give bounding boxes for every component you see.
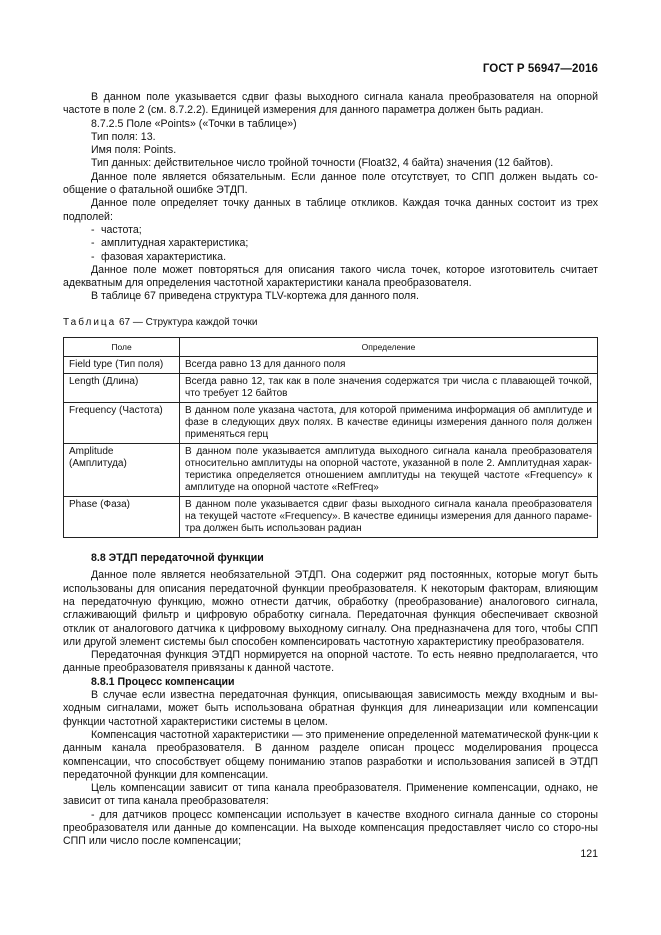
paragraph: Передаточная функция ЭТДП нормируется на опорной частоте. То есть неявно предполагается, что данные преобразователя привязаны к данной частоте. <box>63 649 598 675</box>
list-item: - для датчиков процесс компенсации использует в качестве входного сигнала данные со стороны преобразователя или данные до компенсации. На выходе компенсация предоставляет число со сторо-ны СПП или число после компенсации; <box>63 808 598 848</box>
list-item: - амплитудная характеристика; <box>91 237 249 250</box>
definition-cell: Всегда равно 12, так как в поле значения содержатся три числа с плавающей точкой, что требует 12 байтов <box>180 374 598 403</box>
table-header-row <box>64 338 598 357</box>
page-number: 121 <box>580 848 598 860</box>
paragraph: В таблице 67 приведена структура TLV-кортежа для данного поля. <box>91 290 419 303</box>
table-caption-prefix: Таблица <box>63 316 117 328</box>
subsection-heading: 8.8.1 Процесс компенсации <box>91 675 235 688</box>
table-row <box>64 403 598 444</box>
table-caption-text: 67 — Структура каждой точки <box>119 316 258 328</box>
definition-cell: В данном поле указывается сдвиг фазы выходного сигнала канала преобразователя на текущей частоте «Frequency». В качестве единицы измерения для данного параме-тра должен быть использован радиан <box>180 497 598 538</box>
paragraph: Тип данных: действительное число тройной точности (Float32, 4 байта) значения (12 байтов). <box>91 157 554 170</box>
field-cell: Frequency (Частота) <box>64 403 180 444</box>
page-body <box>63 91 598 849</box>
points-structure-table <box>63 337 598 538</box>
standard-header: ГОСТ Р 56947—2016 <box>482 63 598 75</box>
field-cell: Field type (Тип поля) <box>64 357 180 374</box>
table-row <box>64 357 598 374</box>
dash-bullet: - <box>91 808 100 821</box>
paragraph: В данном поле указывается сдвиг фазы выходного сигнала канала преобразователя на опорной частоте в поле 2 (см. 8.7.2.2). Единицей измерения для данного параметра должен быть радиан. <box>63 91 598 117</box>
paragraph: Имя поля: Points. <box>91 144 177 157</box>
table-row <box>64 497 598 538</box>
paragraph: Тип поля: 13. <box>91 130 156 143</box>
paragraph: Данное поле определяет точку данных в таблице откликов. Каждая точка данных состоит из трех подполей: <box>63 197 598 223</box>
field-cell: Phase (Фаза) <box>64 497 180 538</box>
dash-bullet: - <box>91 223 95 236</box>
list-item: - фазовая характеристика. <box>91 250 227 263</box>
list-item: - частота; <box>91 223 142 236</box>
paragraph: Компенсация частотной характеристики — это применение определенной математической функ-ции к данным канала преобразователя. В данном разделе описан процесс моделирования процесса компенсации, что способствует общему пониманию этапов разработки и использования записей в ЭТДП передаточной функции для компенсации. <box>63 728 598 781</box>
dash-bullet: - <box>91 237 95 250</box>
paragraph: Данное поле может повторяться для описания такого числа точек, которое изготовитель считает адекватным для определения частотной характеристики канала преобразователя. <box>63 263 598 290</box>
table-row <box>64 374 598 403</box>
table-caption <box>63 316 598 329</box>
paragraph: Данное поле является необязательной ЭТДП. Она содержит ряд постоянных, которые могут быть использованы для описания передаточной функции преобразователя. К некоторым факторам, влияющим на передаточную функцию, можно отнести датчик, обработку (преобразование) аналогового сигнала, сглаживающий фильтр и цифровую обработку сигнала. Передаточная функция обеспечивает сквозной отклик от аналогового датчика к цифровому выходному сигналу. Она предназначена для того, чтобы СПП или другой элемент системы был способен компенсировать частотную характеристику преобразователя. <box>63 569 598 648</box>
subsection-heading: 8.7.2.5 Поле «Points» («Точки в таблице») <box>91 117 297 130</box>
paragraph: Цель компенсации зависит от типа канала преобразователя. Применение компенсации, однако, не зависит от типа канала преобразователя: <box>63 782 598 808</box>
table-row <box>64 444 598 497</box>
paragraph: Данное поле является обязательным. Если данное поле отсутствует, то СПП должен выдать со-общение о фатальной ошибке ЭТДП. <box>63 170 598 197</box>
section-heading: 8.8 ЭТДП передаточной функции <box>91 552 264 565</box>
paragraph: В случае если известна передаточная функция, описывающая зависимость между входным и вы-ходным сигналами, может быть использована обратная функция для линеаризации или компенсации функции частотной характеристики системы в целом. <box>63 689 598 728</box>
definition-cell: В данном поле указана частота, для которой применима информация об амплитуде и фазе в следующих двух полях. В качестве единицы измерения данного поля должен применяться герц <box>180 403 598 444</box>
column-header-definition: Определение <box>180 338 598 357</box>
dash-bullet: - <box>91 250 95 263</box>
field-cell: Length (Длина) <box>64 374 180 403</box>
field-cell: Amplitude (Амплитуда) <box>64 444 180 497</box>
definition-cell: В данном поле указывается амплитуда выходного сигнала канала преобразователя относительно амплитуды на опорной частоте, указанной в поле 2. Амплитудная харак-теристика определяется отношением амплитуды на текущей частоте «Frequency» к амплитуде на опорной частоте «RefFreq» <box>180 444 598 497</box>
definition-cell: Всегда равно 13 для данного поля <box>180 357 598 374</box>
column-header-field: Поле <box>64 338 180 357</box>
